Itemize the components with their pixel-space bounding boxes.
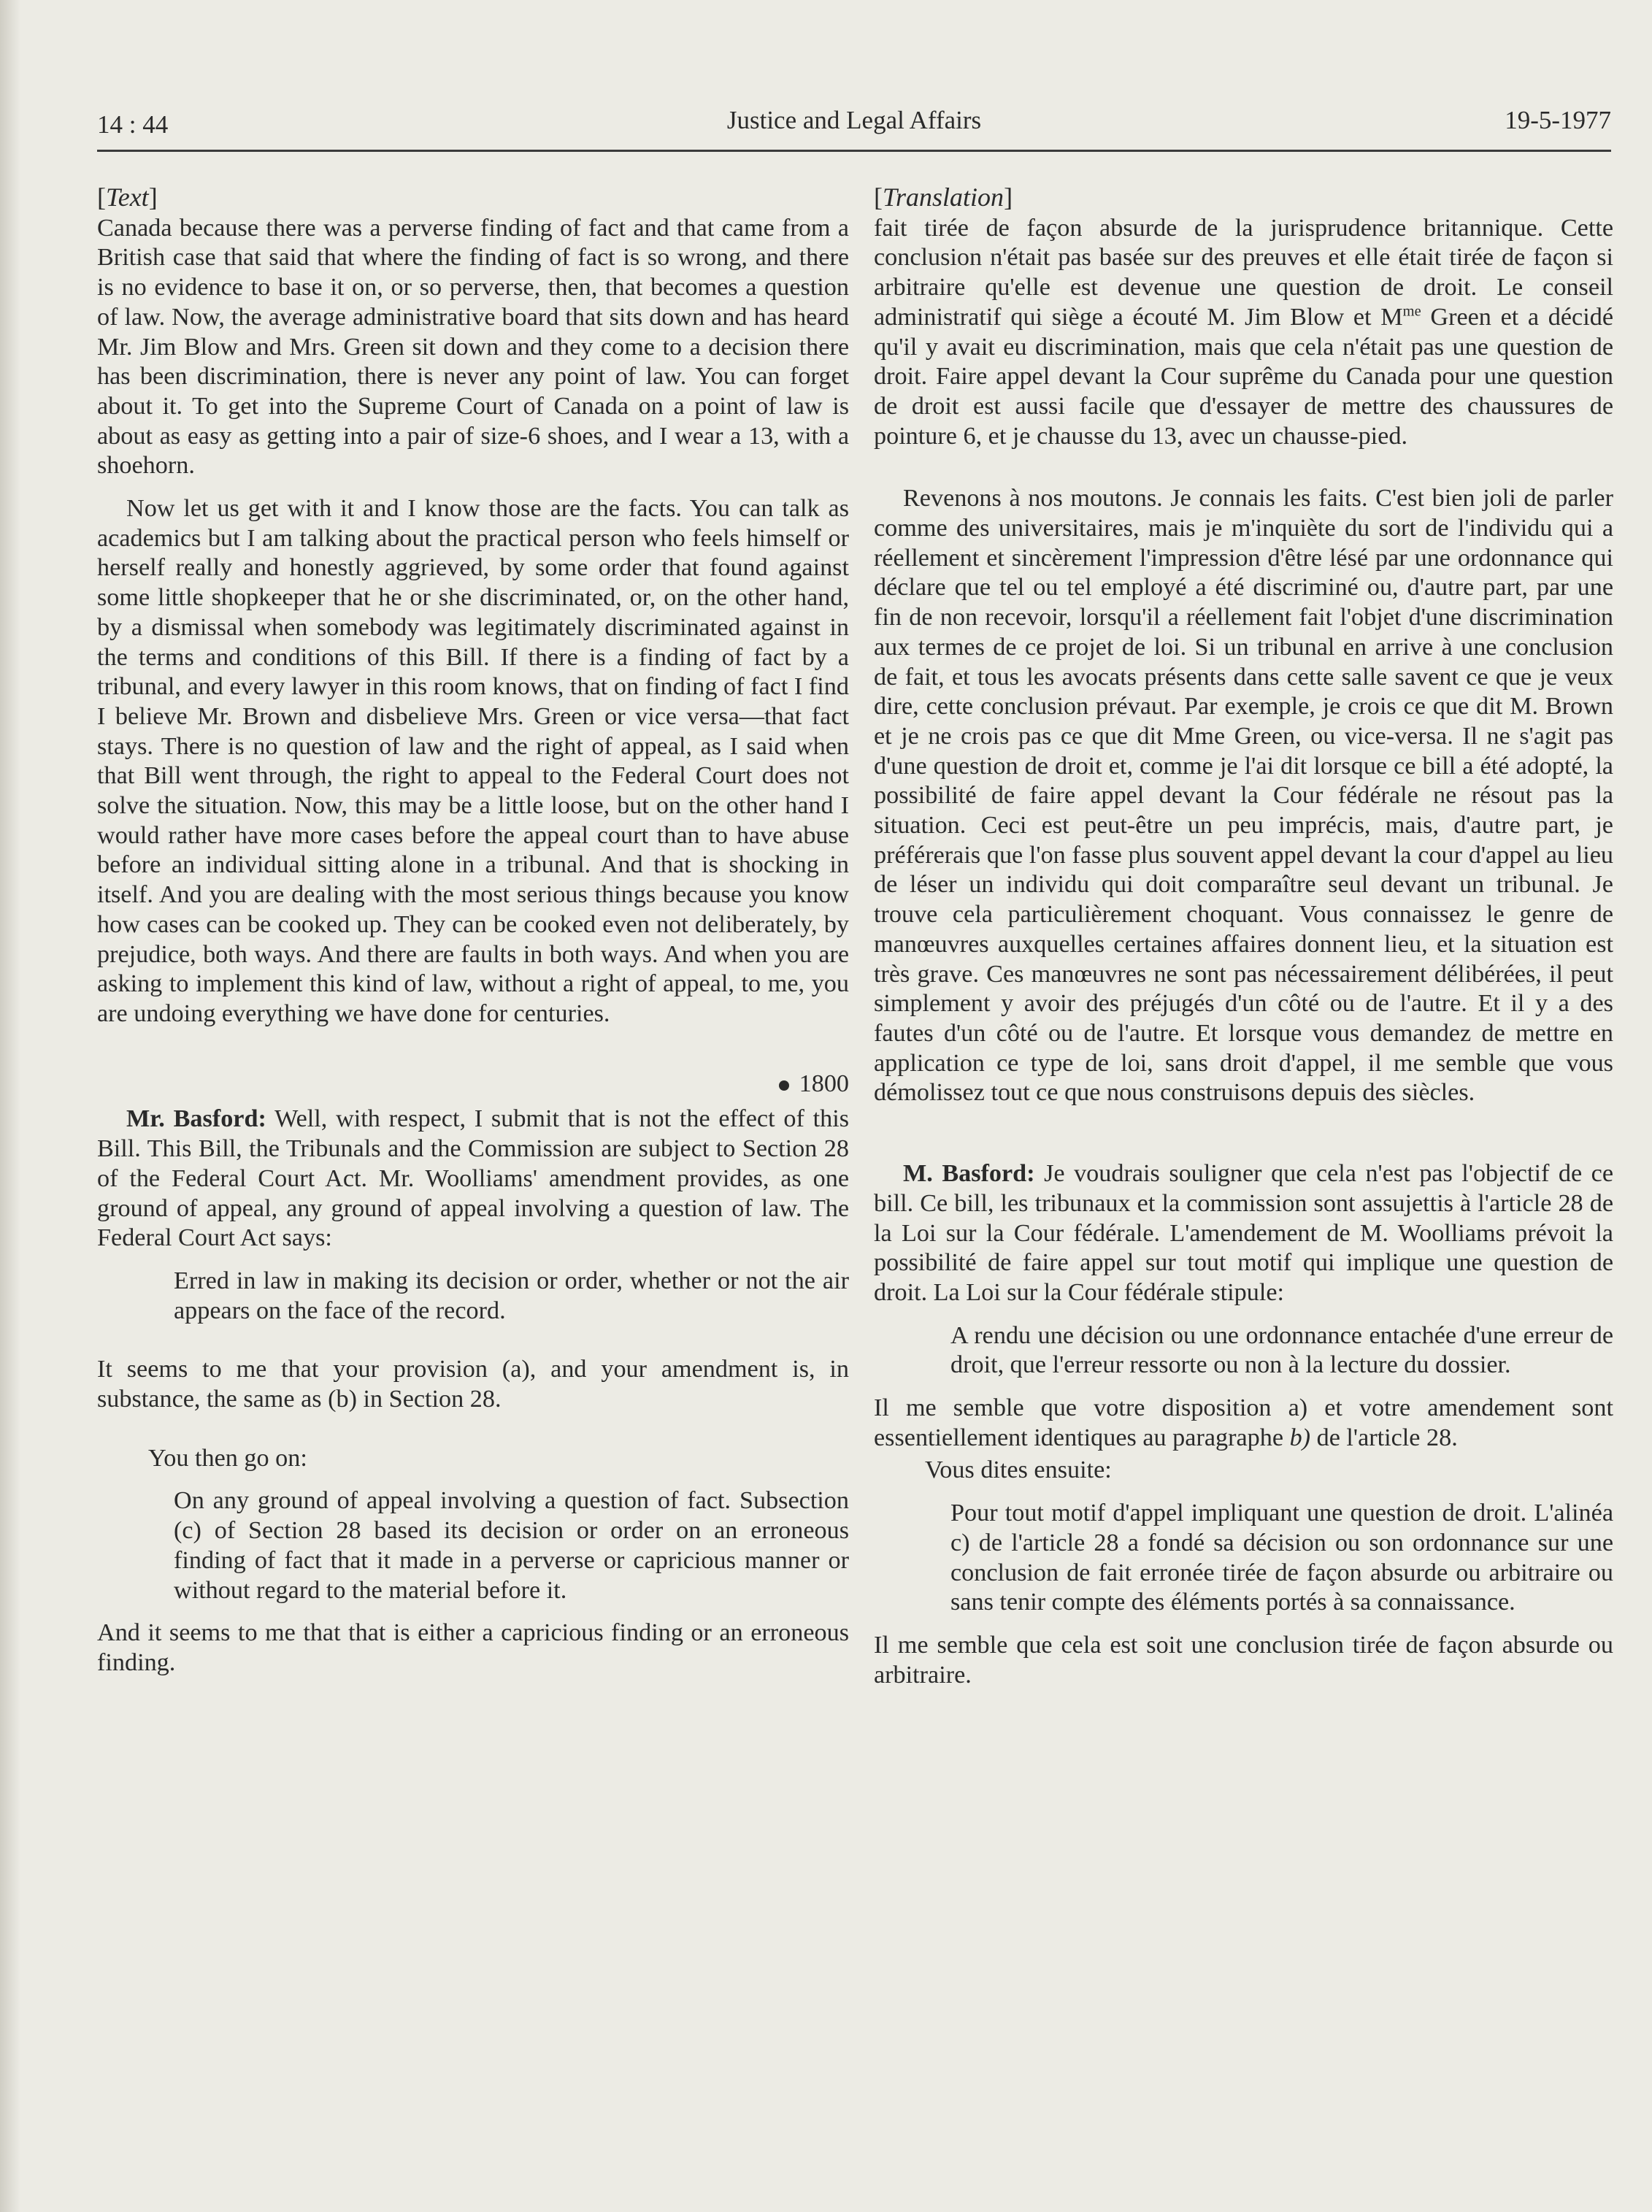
paragraph: Vous dites ensuite:	[925, 1456, 1112, 1484]
speech-text: Je voudrais souligner que cela n'est pas l'objectif de ce bill. Ce bill, les tribunaux et la commission sont assujettis à l'article 28 de la Loi sur la Cour fédérale. L'amendement de M. Woolliams prévoit la possibilité de faire appel sur tout motif qui implique une question de droit. La Loi sur la Cour fédérale stipule:	[874, 1160, 1613, 1306]
paragraph: Revenons à nos moutons. Je connais les faits. C'est bien joli de parler comme des universitaires, mais je m'inquiète du sort de l'individu qui a réellement et sincèrement l'impression d'être lésé par une ordonnance qui déclare que tel ou tel employé a été discriminé ou, d'autre part, par une fin de non recevoir, lorsqu'il a réellement fait l'objet d'une discrimination aux termes de ce projet de loi. Si un tribunal en arrive à une conclusion de fait, et tous les avocats présents dans cette salle savent ce que je veux dire, cette conclusion prévaut. Par exemple, je crois ce que dit M. Brown et je ne crois pas ce que dit Mme Green, ou vice-versa. Il ne s'agit pas d'une question de droit et, comme je l'ai dit lorsque ce bill a été adopté, la possibilité de faire appel devant la Cour fédérale ne résout pas la situation. Ceci est peut-être un peu imprécis, mais, d'autre part, je préférerais que l'on fasse plus souvent appel devant la cour d'appel au lieu de léser un individu qui doit comparaître seul devant un tribunal. Je trouve cela particulièrement choquant. Vous connaissez le genre de manœuvres auxquelles certaines affaires donnent lieu, et la situation est très grave. Ces manœuvres ne sont pas nécessairement délibérées, il peut simplement y avoir des préjugés d'un côté ou de l'autre. Et il y a des fautes d'un côté ou de l'autre. Et lorsque vous demandez de mettre en application ce type de loi, sans droit d'appel, il me semble que vous démolissez tout ce que nous construisons depuis des siècles.	[874, 485, 1613, 1107]
heading-label: Translation	[883, 183, 1004, 212]
page-header	[97, 106, 1611, 152]
text-run: Green et a décidé qu'il y avait eu discrimination, mais que cela n'était pas une question de droit. Faire appel devant la Cour suprême du Canada pour une question de droit est aussi facile que d'essayer de mettre des chaussures de pointure 6, et je chausse du 13, avec un chausse-pied.	[874, 303, 1613, 450]
running-title: Justice and Legal Affairs	[726, 106, 982, 134]
paragraph: It seems to me that your provision (a), and your amendment is, in substance, the same as (b) in Section 28.	[97, 1356, 849, 1413]
speech-text: Well, with respect, I submit that is not the effect of this Bill. This Bill, the Tribunals and the Commission are subject to Section 28 of the Federal Court Act. Mr. Woolliams' amendment provides, as one ground of appeal, any ground of appeal involving a question of law. The Federal Court Act says:	[97, 1105, 849, 1252]
bullet-icon	[779, 1080, 789, 1091]
speaker-name: Mr. Basford:	[126, 1105, 266, 1133]
time-marker-value: 1800	[799, 1069, 849, 1097]
english-column	[97, 183, 849, 1678]
speaker-paragraph	[874, 1159, 1613, 1308]
speaker-paragraph	[97, 1105, 849, 1253]
paragraph	[874, 214, 1613, 452]
italic-ref: b)	[1289, 1424, 1311, 1451]
paragraph: You then go on:	[148, 1444, 307, 1472]
paragraph	[874, 1394, 1613, 1453]
paragraph: Canada because there was a perverse finding of fact and that came from a British case that said that where the finding of fact is so wrong, and there is no evidence to base it on, or so perverse, then, that becomes a question of law. Now, the average administrative board that sits down and has heard Mr. Jim Blow and Mrs. Green sit down and they come to a decision there has been discrimination, there is never any point of law. You can forget about it. To get into the Supreme Court of Canada on a point of law is about as easy as getting into a pair of size-6 shoes, and I wear a 13, with a shoehorn.	[97, 214, 849, 480]
block-quote: Erred in law in making its decision or order, whether or not the air appears on the face of the record.	[174, 1267, 849, 1324]
paragraph: Il me semble que cela est soit une conclusion tirée de façon absurde ou arbitraire.	[874, 1631, 1613, 1689]
heading-label: Text	[106, 183, 149, 212]
speaker-name: M. Basford:	[903, 1160, 1035, 1188]
column-heading-text: [Text]	[97, 183, 158, 212]
paragraph: And it seems to me that that is either a capricious finding or an erroneous finding.	[97, 1619, 849, 1676]
page-number: 14 : 44	[97, 110, 169, 139]
time-marker	[97, 1069, 849, 1099]
block-quote: A rendu une décision ou une ordonnance entachée d'une erreur de droit, que l'erreur ressorte ou non à la lecture du dossier.	[950, 1321, 1613, 1379]
text-run: Il me semble que votre disposition a) et votre amendement sont essentiellement identiques au paragraphe	[874, 1394, 1613, 1451]
block-quote: On any ground of appeal involving a question of fact. Subsection (c) of Section 28 based its decision or order on an erroneous finding of fact that it made in a perverse or capricious manner or without regard to the material before it.	[174, 1487, 849, 1604]
block-quote: Pour tout motif d'appel impliquant une question de droit. L'alinéa c) de l'article 28 a fondé sa décision ou son ordonnance sur une conclusion de fait erronée tirée de façon absurde ou arbitraire ou sans tenir compte des éléments portés à sa connaissance.	[950, 1499, 1613, 1616]
column-heading-translation: [Translation]	[874, 183, 1013, 212]
paragraph: Now let us get with it and I know those are the facts. You can talk as academics but I am talking about the practical person who feels himself or herself really and honestly aggrieved, by some order that found against some little shopkeeper that he or she discriminated, or, on the other hand, by a dismissal when somebody was legitimately discriminated against in the terms and conditions of this Bill. If there is a finding of fact by a tribunal, and every lawyer in this room knows, that on finding of fact I find I believe Mr. Brown and disbelieve Mrs. Green or vice versa—that fact stays. There is no question of law and the right of appeal, as I said when that Bill went through, the right to appeal to the Federal Court does not solve the situation. Now, this may be a little loose, but on the other hand I would rather have more cases before the appeal court than to have abuse before an individual sitting alone in a tribunal. And that is shocking in itself. And you are dealing with the most serious things because you know how cases can be cooked up. They can be cooked even not deliberately, by prejudice, both ways. And there are faults in both ways. And when you are asking to implement this kind of law, without a right of appeal, to me, you are undoing everything we have done for centuries.	[97, 495, 849, 1027]
french-column	[874, 183, 1613, 1690]
header-date: 19-5-1977	[1505, 106, 1611, 134]
text-run: de l'article 28.	[1310, 1424, 1458, 1451]
text-run: fait tirée de façon absurde de la jurisprudence britannique. Cette conclusion n'était pas basée sur des preuves et elle était tirée de façon si arbitraire qu'elle est devenue une question de droit. Le conseil administratif qui siège a écouté M. Jim Blow et M	[874, 214, 1613, 331]
superscript: me	[1402, 303, 1421, 320]
